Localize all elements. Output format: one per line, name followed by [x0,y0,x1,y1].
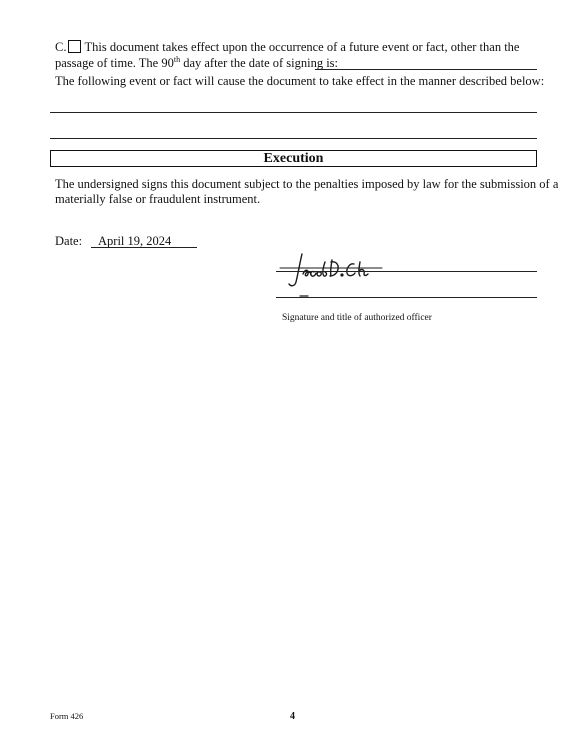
section-c-text-line2-prefix: passage of time. The 90 [55,56,174,70]
signature-caption: Signature and title of authorized officer [282,313,432,323]
section-c-line3: The following event or fact will cause the document to take effect in the manner described below: [55,74,545,88]
signature-field-line[interactable] [276,297,537,298]
handwritten-signature [276,250,386,300]
ordinal-suffix: th [173,54,181,64]
signature-line-top [276,271,537,272]
event-description-line-1[interactable] [50,112,537,113]
event-description-line-2[interactable] [50,138,537,139]
section-c-text-line2-suffix: day after the date of signing is: [180,56,339,70]
execution-paragraph-line2: materially false or fraudulent instrument. [55,192,261,206]
date-after-signing-field-line[interactable] [315,69,537,70]
page-number: 4 [290,711,295,722]
section-c-letter: C. [55,40,67,54]
date-value: April 19, 2024 [98,234,172,248]
execution-header-box [50,150,537,167]
section-c-text-line1: This document takes effect upon the occurrence of a future event or fact, other than the [84,40,520,54]
execution-title: Execution [263,151,324,166]
execution-paragraph-line1: The undersigned signs this document subject to the penalties imposed by law for the submission of a [55,177,559,191]
section-c-line2 [55,56,338,71]
section-c-checkbox[interactable] [68,40,81,53]
form-label: Form 426 [50,711,84,721]
date-label: Date: [55,234,83,248]
section-c-line1 [55,40,519,55]
date-field-line[interactable] [91,247,197,248]
